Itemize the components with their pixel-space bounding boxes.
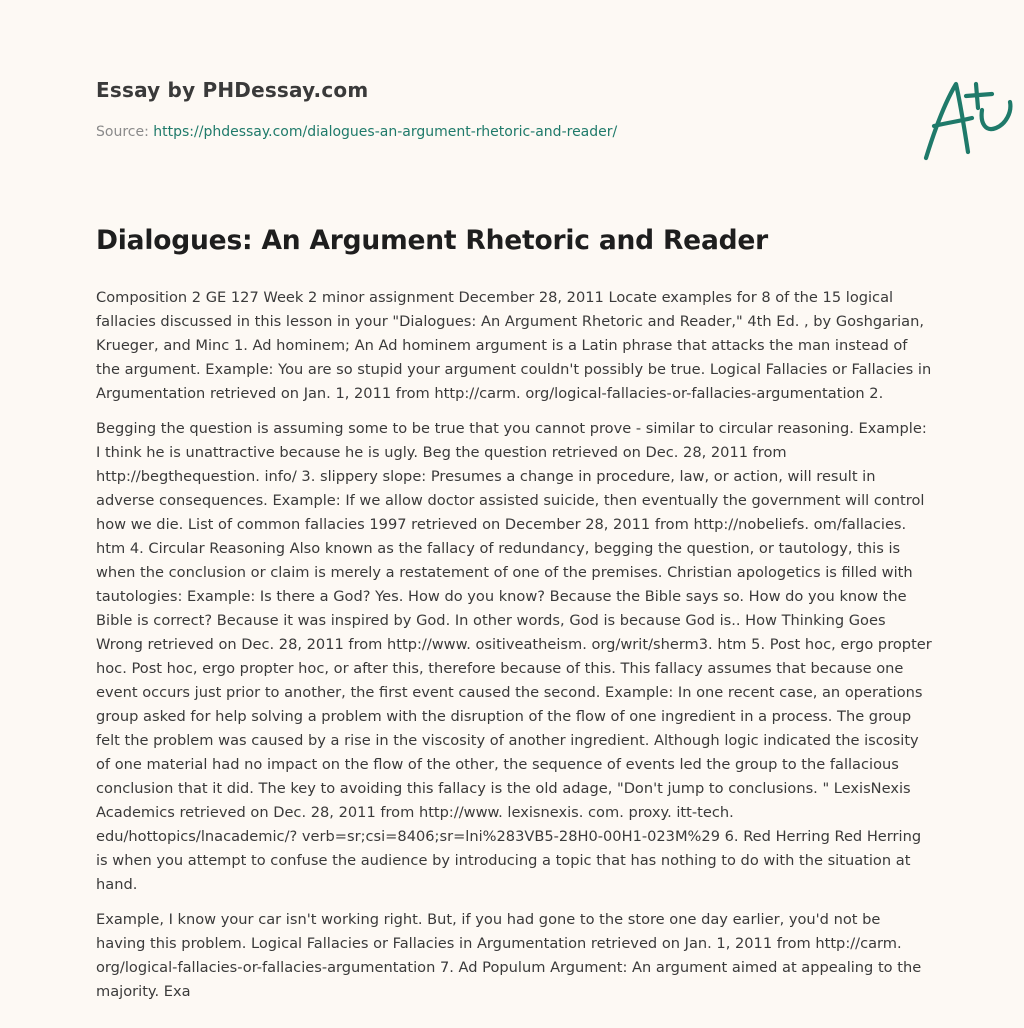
essay-paragraph: Example, I know your car isn't working right. But, if you had gone to the store one day earlier, you'd not be having this problem. Logical Fallacies or Fallacies in Argumentation retrieved on Jan. 1, 2011 from http://carm. org/logical-fallacies-or-fallacies-argumentation 7. Ad Populum Argument: An argument aimed at appealing to the majority. Exa	[96, 911, 922, 1000]
source-line	[96, 124, 617, 140]
essay-body	[96, 286, 932, 1015]
source-link[interactable]: https://phdessay.com/dialogues-an-argument-rhetoric-and-reader/	[153, 124, 618, 140]
essay-paragraph: Composition 2 GE 127 Week 2 minor assignment December 28, 2011 Locate examples for 8 of the 15 logical fallacies discussed in this lesson in your "Dialogues: An Argument Rhetoric and Reader," 4th Ed. , by Goshgarian, Krueger, and Minc 1. Ad hominem; An Ad hominem argument is a Latin phrase that attacks the man instead of the argument. Example: You are so stupid your argument couldn't possibly be true. Logical Fallacies or Fallacies in Argumentation retrieved on Jan. 1, 2011 from http://carm. org/logical-fallacies-or-fallacies-argumentation 2.	[96, 289, 932, 402]
site-brand-title: Essay by PHDessay.com	[96, 78, 369, 102]
document-title: Dialogues: An Argument Rhetoric and Reader	[96, 225, 769, 256]
essay-paragraph: Begging the question is assuming some to be true that you cannot prove - similar to circular reasoning. Example: I think he is unattractive because he is ugly. Beg the question retrieved on Dec. 28, 2011 from http://begthequestion. info/ 3. slippery slope: Presumes a change in procedure, law, or action, will result in adverse consequences. Example: If we allow doctor assisted suicide, then eventually the government will control how we die. List of common fallacies 1997 retrieved on December 28, 2011 from http://nobeliefs. om/fallacies. htm 4. Circular Reasoning Also known as the fallacy of redundancy, begging the question, or tautology, this is when the conclusion or claim is merely a restatement of one of the premises. Christian apologetics is filled with tautologies: Example: Is there a God? Yes. How do you know? Because the Bible says so. How do you know the Bible is correct? Because it was inspired by God. In other words, God is because God is.. How Thinking Goes Wrong retrieved on Dec. 28, 2011 from http://www. ositiveatheism. org/writ/sherm3. htm 5. Post hoc, ergo propter hoc. Post hoc, ergo propter hoc, or after this, therefore because of this. This fallacy assumes that because one event occurs just prior to another, the first event caused the second. Example: In one recent case, an operations group asked for help solving a problem with the disruption of the flow of one ingredient in a process. The group felt the problem was caused by a rise in the viscosity of another ingredient. Although logic indicated the iscosity of one material had no impact on the flow of the other, the sequence of events led the group to the fallacious conclusion that it did. The key to avoiding this fallacy is the old adage, "Don't jump to conclusions. " LexisNexis Academics retrieved on Dec. 28, 2011 from http://www. lexisnexis. com. proxy. itt-tech. edu/hottopics/lnacademic/? verb=sr;csi=8406;sr=lni%283VB5-28H0-00H1-023M%29 6. Red Herring Red Herring is when you attempt to confuse the audience by introducing a topic that has nothing to do with the situation at hand.	[96, 420, 932, 893]
source-label: Source:	[96, 124, 149, 140]
a-plus-grade-logo-icon	[916, 68, 1024, 164]
